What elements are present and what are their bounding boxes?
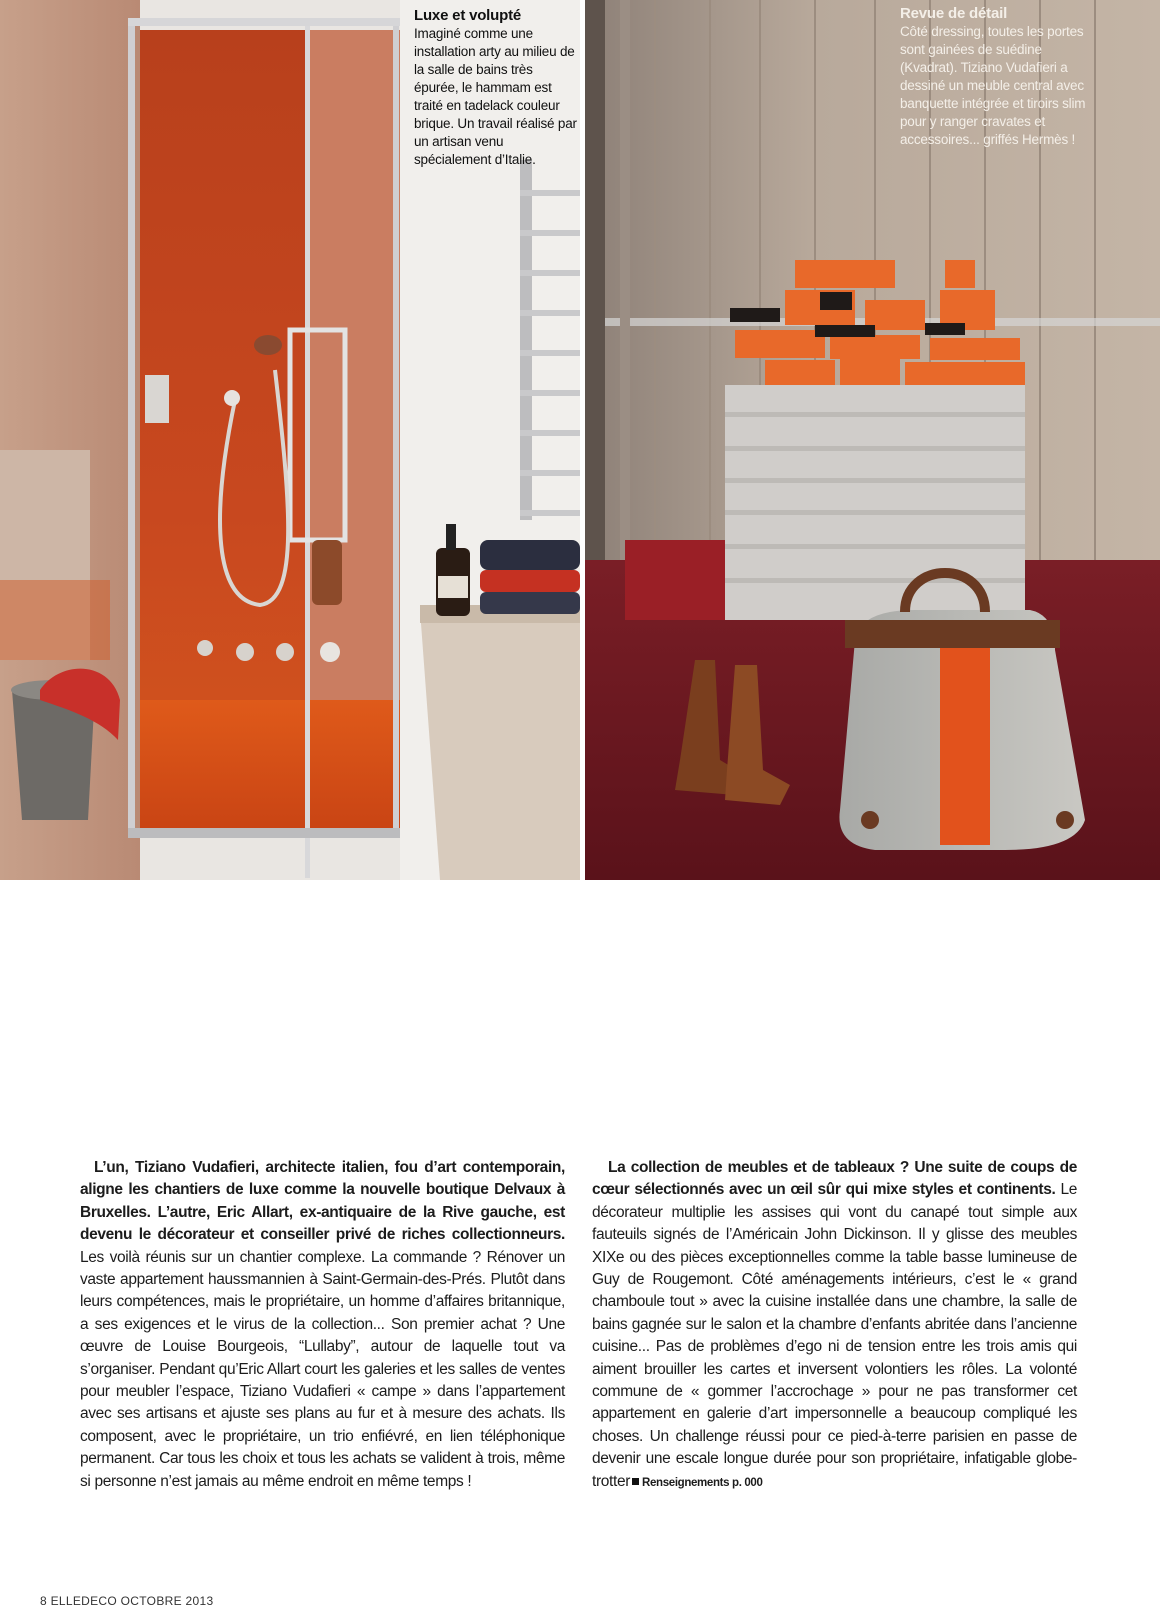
article-subhead: La collection de meubles et de tableaux ? Une suite de coups de cœur sélectionnés avec un œil sûr qui mixe styles et continents. <box>592 1159 1077 1199</box>
caption-text: Imaginé comme une installation arty au milieu de la salle de bains très épurée, le hammam est traité en tadelack couleur brique. Un travail réalisé par un artisan venu spécialement d’Italie. <box>414 26 577 167</box>
article-text: Les voilà réunis sur un chantier complexe. La commande ? Rénover un vaste appartement haussmannien à Saint-Germain-des-Prés. Plutôt dans leurs compétences, mais le propriétaire, un homme d’affaires britannique, a ses exigences et le virus de la collection... Son premier achat ? Une œuvre de Louise Bourgeois, “Lullaby”, autour de laquelle tout va s’organiser. Pendant qu’Eric Allart court les galeries et les salles de ventes pour meubler l’espace, Tiziano Vudafieri « campe » dans l’appartement avec ses artisans et ajuste ses plans au fur et à mesure des achats. Ils composent, avec le propriétaire, un trio enfiévré, en lien téléphonique permanent. Car tous les choix et tous les achats se valident à trois, même si personne n’est jamais au même endroit en même temps ! <box>80 1248 565 1490</box>
end-mark-icon <box>632 1478 639 1485</box>
photo-caption-right <box>900 4 1095 149</box>
article-column-left <box>80 1157 565 1493</box>
article-lead: L’un, Tiziano Vudafieri, architecte italien, fou d’art contemporain, aligne les chantiers de luxe comme la nouvelle boutique Delvaux à Bruxelles. L’autre, Eric Allart, ex-antiquaire de la Rive gauche, est devenu le décorateur et conseiller privé de riches collectionneurs. <box>80 1159 565 1244</box>
article-text: Le décorateur multiplie les assises qui vont du canapé tout simple aux fauteuils signés de l’Américain John Dickinson. Il y glisse des meubles XIXe ou des pièces exceptionnelles comme la table basse lumineuse de Guy de Rougemont. Côté aménagements intérieurs, c’est le « grand chamboule tout » avec la cuisine installée dans une chambre, la salle de bains gagnée sur le salon et la chambre d’enfants abritée dans l’ancienne cuisine... Pas de problèmes d’ego ni de tension entre les trois amis qui aiment brouiller les cartes et inversent volontiers les rôles. La volonté commune de « gommer l’accrochage » pour ne pas transformer cet appartement en galerie d’art impersonnelle a beaucoup compliqué les choses. Un challenge réussi pour ce pied-à-terre parisien en passe de devenir une escale longue durée pour son propriétaire, infatigable globe-trotter <box>592 1181 1077 1490</box>
caption-title: Luxe et volupté <box>414 7 522 24</box>
caption-text: Côté dressing, toutes les portes sont gainées de suédine (Kvadrat). Tiziano Vudafieri a dessiné un meuble central avec banquette intégrée et tiroirs slim pour y ranger cravates et accessoires... griffés Hermès ! <box>900 24 1086 147</box>
page-folio: 8 ELLEDECO OCTOBRE 2013 <box>40 1594 214 1608</box>
photo-caption-left <box>414 6 579 169</box>
references-note: Renseignements p. 000 <box>642 1476 763 1489</box>
caption-title: Revue de détail <box>900 5 1008 22</box>
article-column-right <box>592 1157 1077 1494</box>
